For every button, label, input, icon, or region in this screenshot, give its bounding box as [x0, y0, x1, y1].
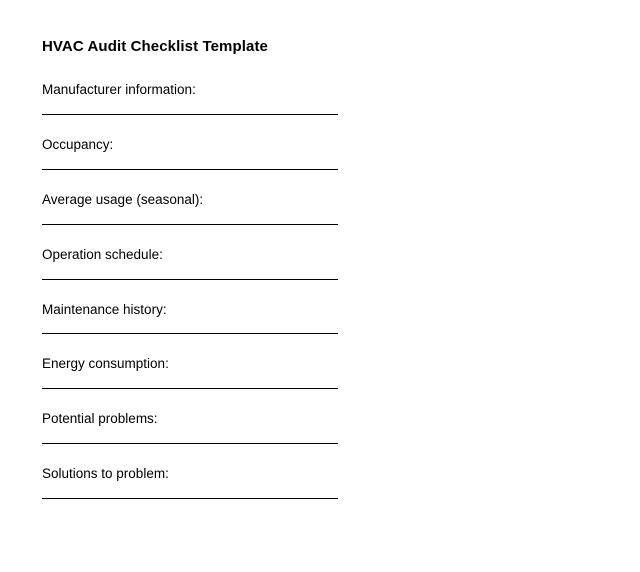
- field-write-in-line[interactable]: [42, 443, 338, 444]
- field-label: Operation schedule:: [42, 246, 163, 262]
- page-title: HVAC Audit Checklist Template: [42, 38, 268, 55]
- field-write-in-line[interactable]: [42, 388, 338, 389]
- form-field-energy-consumption: [42, 356, 338, 389]
- form-field-operation-schedule: [42, 247, 338, 280]
- field-label: Average usage (seasonal):: [42, 191, 204, 207]
- field-write-in-line[interactable]: [42, 498, 338, 499]
- field-write-in-line[interactable]: [42, 224, 338, 225]
- field-label: Solutions to problem:: [42, 466, 169, 482]
- form-field-potential-problems: [42, 411, 338, 444]
- field-write-in-line[interactable]: [42, 333, 338, 334]
- field-write-in-line[interactable]: [42, 169, 338, 170]
- form-field-solutions-to-problem: [42, 466, 338, 499]
- field-label: Occupancy:: [42, 136, 114, 152]
- field-label: Manufacturer information:: [42, 82, 196, 97]
- form-field-manufacturer-information: [42, 82, 338, 115]
- field-write-in-line[interactable]: [42, 114, 338, 115]
- form-field-average-usage-seasonal: [42, 192, 338, 225]
- form-field-occupancy: [42, 137, 338, 170]
- field-label: Energy consumption:: [42, 356, 169, 372]
- field-label: Maintenance history:: [42, 301, 167, 317]
- field-write-in-line[interactable]: [42, 279, 338, 280]
- form-field-maintenance-history: [42, 302, 338, 335]
- field-label: Potential problems:: [42, 411, 158, 427]
